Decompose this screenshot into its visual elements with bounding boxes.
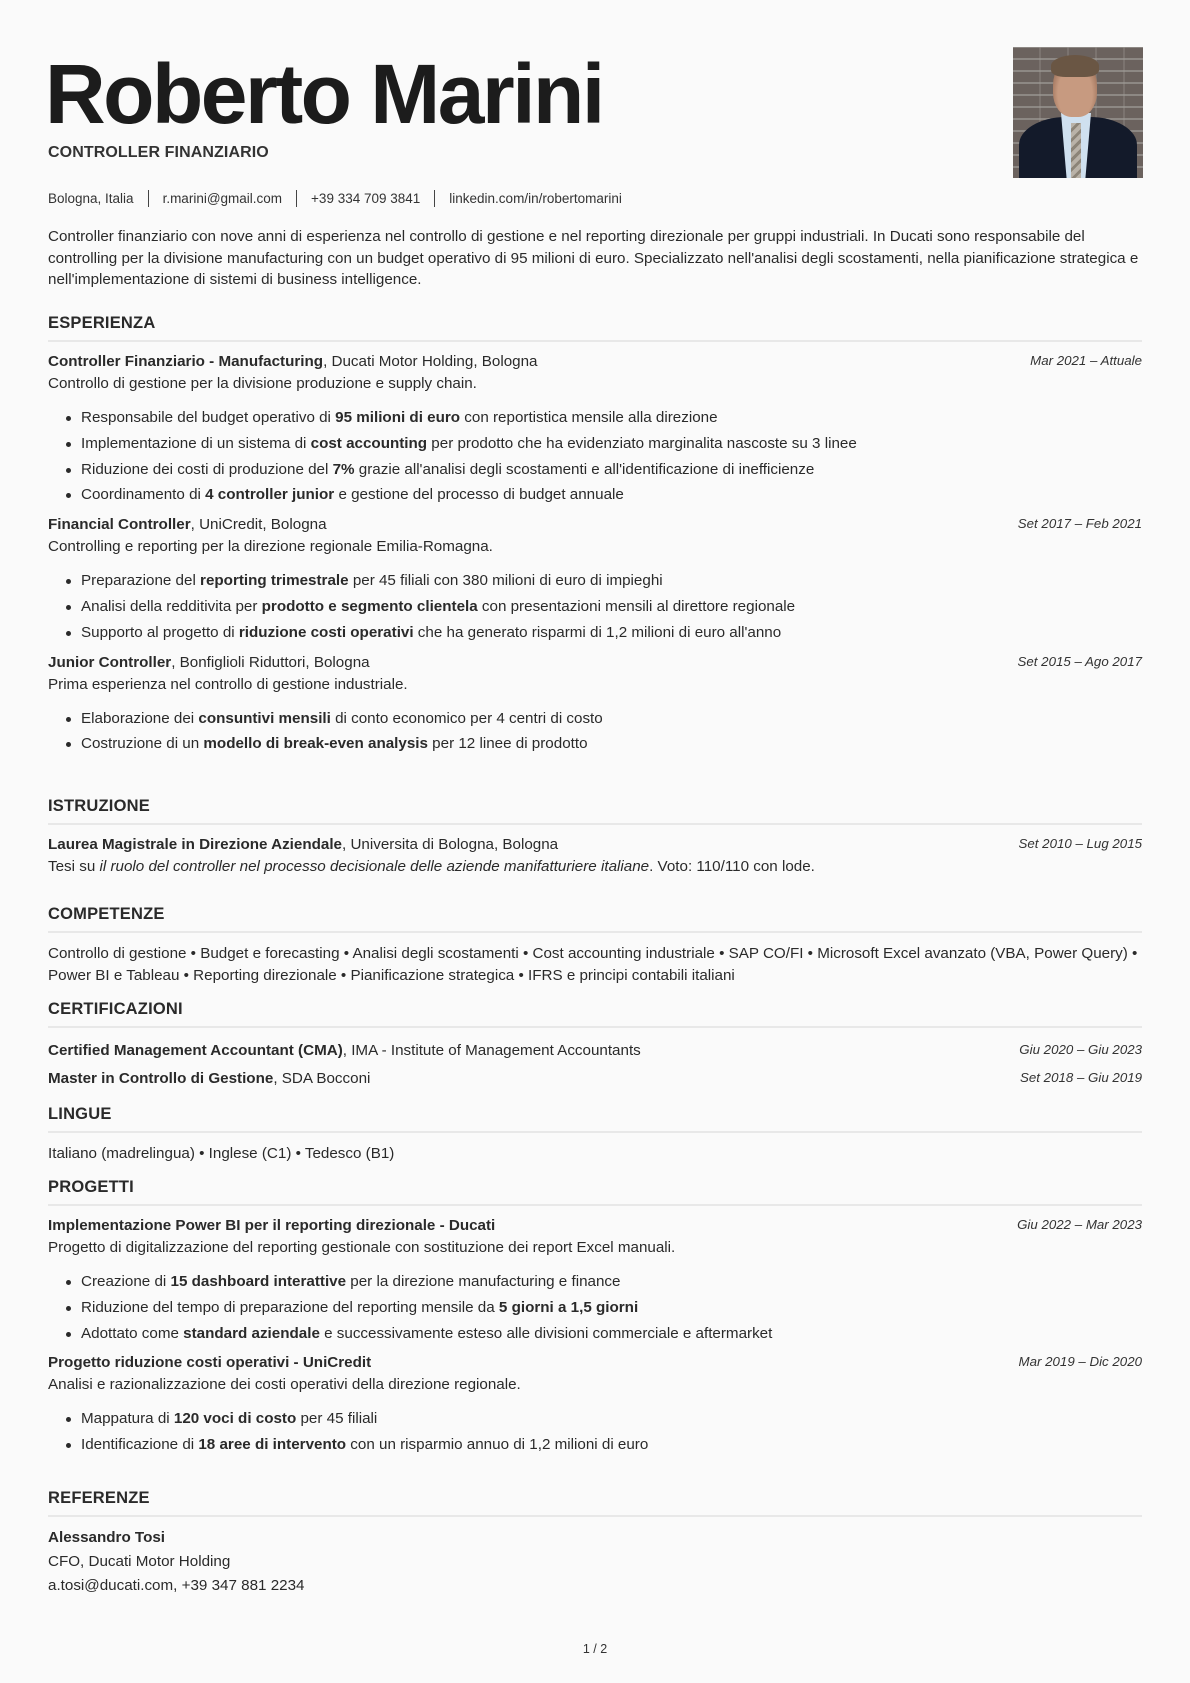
languages-list: Italiano (madrelingua) • Inglese (C1) • Tedesco (B1): [48, 1145, 395, 1162]
achievement-item: Mappatura di 120 voci di costo per 45 filiali: [48, 1406, 1142, 1432]
contact-divider: [148, 190, 149, 207]
entry-description: Analisi e razionalizzazione dei costi operativi della direzione regionale.: [48, 1376, 521, 1394]
entry-date: Set 2018 – Giu 2019: [1020, 1070, 1142, 1085]
thesis-description: Tesi su il ruolo del controller nel processo decisionale delle aziende manifatturiere italiane. Voto: 110/110 con lode.: [48, 858, 815, 875]
degree-title: Laurea Magistrale in Direzione Aziendale: [48, 836, 342, 853]
entry-date: Set 2015 – Ago 2017: [1017, 653, 1142, 669]
project-name: Progetto riduzione costi operativi - UniCredit: [48, 1354, 372, 1372]
contact-divider: [434, 190, 435, 207]
section-title: PROGETTI: [48, 1178, 1142, 1206]
achievement-item: Creazione di 15 dashboard interattive per la direzione manufacturing e finance: [48, 1269, 1142, 1295]
certification-org: , SDA Bocconi: [273, 1070, 371, 1087]
entry-date: Set 2010 – Lug 2015: [1018, 836, 1142, 851]
entry-date: Set 2017 – Feb 2021: [1017, 516, 1142, 532]
achievement-item: Identificazione di 18 aree di intervento con un risparmio annuo di 1,2 milioni di euro: [48, 1432, 1142, 1458]
achievement-item: Supporto al progetto di riduzione costi operativi che ha generato risparmi di 1,2 milioni di euro all'anno: [48, 620, 1142, 646]
certification-entry: [48, 1037, 1142, 1065]
achievement-list: [48, 568, 1142, 645]
job-org: , Bonfiglioli Riduttori, Bologna: [171, 653, 370, 671]
contact-location: Bologna, Italia: [48, 191, 134, 206]
section-projects: [48, 1178, 1142, 1458]
entry-date: Mar 2021 – Attuale: [1030, 353, 1142, 368]
achievement-item: Analisi della redditivita per prodotto e segmento clientela con presentazioni mensili al direttore regionale: [48, 594, 1142, 620]
section-title: ISTRUZIONE: [48, 797, 1142, 825]
certification-name: Certified Management Accountant (CMA): [48, 1042, 343, 1059]
project-entry: [48, 1352, 1142, 1458]
certification-org: , IMA - Institute of Management Accountants: [342, 1042, 641, 1059]
section-languages: [48, 1105, 1142, 1165]
job-title: Financial Controller: [48, 516, 191, 534]
achievement-item: Costruzione di un modello di break-even analysis per 12 linee di prodotto: [48, 731, 1142, 757]
certification-name: Master in Controllo di Gestione: [48, 1070, 274, 1087]
job-title: Controller Finanziario - Manufacturing: [48, 353, 324, 370]
experience-entry: [48, 514, 1142, 645]
photo-tie: [1071, 123, 1081, 178]
skills-list: Controllo di gestione • Budget e forecasting • Analisi degli scostamenti • Cost accounting industriale • SAP CO/FI • Microsoft Excel avanzato (VBA, Power Query) • Power BI e Tableau • Reporting direzionale • Pianificazione strategica • IFRS e principi contabili italiani: [48, 945, 1138, 984]
achievement-list: [48, 1269, 1142, 1346]
reference-entry: [48, 1526, 1142, 1598]
reference-contact[interactable]: a.tosi@ducati.com, +39 347 881 2234: [48, 1577, 305, 1594]
achievement-item: Coordinamento di 4 controller junior e gestione del processo di budget annuale: [48, 482, 1142, 508]
reference-position: CFO, Ducati Motor Holding: [48, 1553, 231, 1570]
entry-date: Giu 2020 – Giu 2023: [1019, 1042, 1142, 1057]
section-title: COMPETENZE: [48, 905, 1142, 933]
section-title: REFERENZE: [48, 1489, 1142, 1517]
contact-divider: [296, 190, 297, 207]
profile-photo: [1013, 47, 1143, 178]
entry-heading: [48, 834, 1142, 856]
achievement-list: [48, 1406, 1142, 1458]
job-title: Junior Controller: [48, 653, 172, 671]
institution: , Universita di Bologna, Bologna: [342, 836, 559, 853]
achievement-item: Preparazione del reporting trimestrale per 45 filiali con 380 milioni di euro di impieghi: [48, 568, 1142, 594]
entry-heading: [48, 1065, 1142, 1093]
contact-phone[interactable]: +39 334 709 3841: [311, 191, 421, 206]
entry-heading: [48, 351, 1142, 373]
education-entry: [48, 834, 1142, 878]
achievement-list: [48, 706, 1142, 758]
entry-date: Giu 2022 – Mar 2023: [1017, 1217, 1142, 1232]
candidate-name: Roberto Marini: [45, 47, 603, 141]
achievement-item: Responsabile del budget operativo di 95 milioni di euro con reportistica mensile alla direzione: [48, 405, 1142, 431]
entry-date: Mar 2019 – Dic 2020: [1018, 1354, 1142, 1370]
section-experience: [48, 314, 1142, 757]
experience-entry: [48, 351, 1142, 508]
achievement-item: Riduzione del tempo di preparazione del reporting mensile da 5 giorni a 1,5 giorni: [48, 1295, 1142, 1321]
achievement-list: [48, 405, 1142, 508]
certification-entry: [48, 1065, 1142, 1093]
contact-bar: [48, 190, 622, 207]
section-title: ESPERIENZA: [48, 314, 1142, 342]
entry-description: Controllo di gestione per la divisione produzione e supply chain.: [48, 375, 477, 392]
entry-description: Progetto di digitalizzazione del reporting gestionale con sostituzione dei report Excel manuali.: [48, 1239, 676, 1256]
reference-name: Alessandro Tosi: [48, 1529, 166, 1546]
resume-page: [45, 0, 1142, 1594]
entry-heading: [48, 652, 1142, 674]
section-education: [48, 797, 1142, 878]
achievement-item: Implementazione di un sistema di cost accounting per prodotto che ha evidenziato marginalita nascoste su 3 linee: [48, 431, 1142, 457]
contact-linkedin[interactable]: linkedin.com/in/robertomarini: [449, 191, 622, 206]
profile-summary: Controller finanziario con nove anni di esperienza nel controllo di gestione e nel reporting direzionale per gruppi industriali. In Ducati sono responsabile del controlling per la divisione manufacturing con un budget operativo di 95 milioni di euro. Specializzato nell'analisi degli scostamenti, nella pianificazione strategica e nell'implementazione di sistemi di business intelligence.: [48, 228, 1139, 289]
experience-entry: [48, 652, 1142, 758]
entry-description: Controlling e reporting per la direzione regionale Emilia-Romagna.: [48, 538, 493, 556]
entry-description: Prima esperienza nel controllo di gestione industriale.: [48, 675, 408, 693]
job-org: , Ducati Motor Holding, Bologna: [323, 353, 538, 370]
project-name: Implementazione Power BI per il reporting direzionale - Ducati: [48, 1217, 496, 1234]
job-org: , UniCredit, Bologna: [190, 516, 327, 534]
entry-heading: [48, 1215, 1142, 1237]
photo-hair: [1051, 55, 1099, 77]
contact-email[interactable]: r.marini@gmail.com: [162, 191, 283, 206]
achievement-item: Adottato come standard aziendale e successivamente esteso alle divisioni commerciale e aftermarket: [48, 1321, 1142, 1347]
section-certifications: [48, 1000, 1142, 1093]
entry-heading: [48, 514, 1142, 536]
section-references: [48, 1489, 1142, 1598]
section-title: CERTIFICAZIONI: [48, 1000, 1142, 1028]
section-title: LINGUE: [48, 1105, 1142, 1133]
section-skills: [48, 905, 1142, 987]
entry-heading: [48, 1352, 1142, 1374]
candidate-role: CONTROLLER FINANZIARIO: [48, 144, 269, 161]
achievement-item: Riduzione dei costi di produzione del 7% grazie all'analisi degli scostamenti e all'identificazione di inefficienze: [48, 457, 1142, 483]
project-entry: [48, 1215, 1142, 1346]
achievement-item: Elaborazione dei consuntivi mensili di conto economico per 4 centri di costo: [48, 706, 1142, 732]
page-number: 1 / 2: [582, 1642, 608, 1656]
entry-heading: [48, 1037, 1142, 1065]
